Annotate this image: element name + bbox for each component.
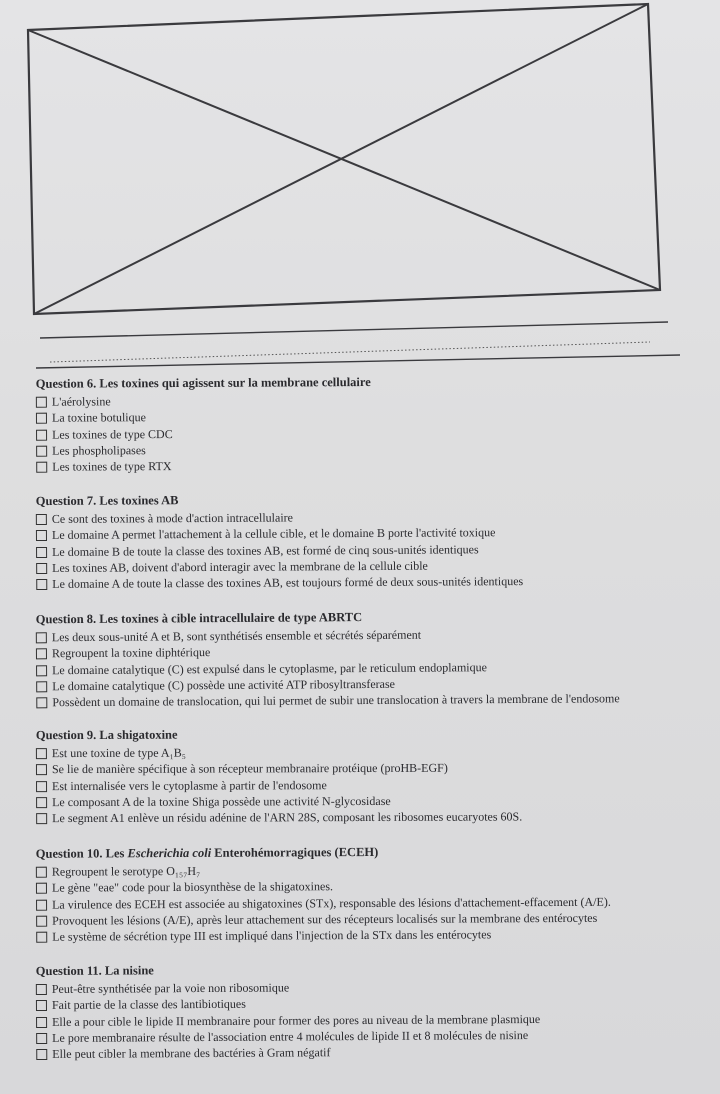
checkbox[interactable]	[36, 749, 47, 760]
checkbox[interactable]	[36, 1050, 47, 1061]
question-9	[34, 725, 704, 827]
q9-option-1[interactable]: Est une toxine de type A₁B₅	[34, 743, 704, 762]
checkbox[interactable]	[36, 547, 47, 558]
q6-option-3[interactable]: Les toxines de type CDC	[34, 423, 704, 443]
q7-option-5[interactable]: Le domaine A de toute la classe des toxines AB, est toujours formé de deux sous-unités identiques	[34, 573, 704, 593]
checkbox[interactable]	[36, 681, 47, 692]
checkbox[interactable]	[36, 883, 47, 894]
checkbox[interactable]	[36, 797, 47, 808]
checkbox[interactable]	[36, 462, 47, 473]
checkbox[interactable]	[36, 1033, 47, 1044]
q11-option-3[interactable]: Elle a pour cible le lipide II membranaire pour former des pores au niveau de la membrane plasmique	[34, 1010, 704, 1030]
checkbox[interactable]	[36, 429, 47, 440]
q8-option-1[interactable]: Les deux sous-unité A et B, sont synthétisés ensemble et sécrétés séparément	[34, 625, 704, 646]
q11-option-4[interactable]: Le pore membranaire résulte de l'association entre 4 molécules de lipide II et 8 molécules de nisine	[34, 1026, 704, 1046]
q7-option-2[interactable]: Le domaine A permet l'attachement à la cellule cible, et le domaine B porte l'activité toxique	[34, 524, 704, 544]
question-7	[34, 489, 705, 593]
checkbox[interactable]	[36, 531, 47, 542]
answer-rule-2	[36, 355, 680, 368]
question-7-title: Question 7. Les toxines AB	[35, 493, 179, 509]
answer-rule-1	[40, 322, 668, 338]
q8-option-4[interactable]: Le domaine catalytique (C) possède une activité ATP ribosyltransferase	[34, 674, 704, 695]
checkbox[interactable]	[36, 397, 47, 408]
q9-option-2[interactable]: Se lie de manière spécifique à son récepteur membranaire protéique (proHB-EGF)	[34, 760, 704, 779]
q8-option-5[interactable]: Possèdent un domaine de translocation, qui lui permet de subir une translocation à travers la membrane de l'endosome	[34, 690, 704, 711]
checkbox[interactable]	[36, 514, 47, 525]
crossed-out-box	[0, 0, 720, 380]
q10-option-2[interactable]: Le gène "eae" code pour la biosynthèse de la shigatoxines.	[34, 876, 704, 896]
q7-option-1[interactable]: Ce sont des toxines à mode d'action intracellulaire	[34, 507, 704, 527]
checkbox[interactable]	[36, 932, 47, 943]
checkbox[interactable]	[36, 446, 47, 457]
checkbox[interactable]	[36, 563, 47, 574]
checkbox[interactable]	[36, 580, 47, 591]
question-9-title: Question 9. La shigatoxine	[35, 728, 178, 743]
question-10	[34, 842, 705, 945]
q10-option-4[interactable]: Provoquent les lésions (A/E), après leur attachement sur des récepteurs localisés sur la membrane des entérocytes	[34, 909, 704, 929]
q7-option-4[interactable]: Les toxines AB, doivent d'abord interagir avec la membrane de la cellule cible	[34, 556, 704, 576]
q8-option-3[interactable]: Le domaine catalytique (C) est expulsé dans le cytoplasme, par le reticulum endoplamique	[34, 657, 704, 678]
checkbox[interactable]	[36, 765, 47, 776]
checkbox[interactable]	[36, 814, 47, 825]
checkbox[interactable]	[36, 1001, 47, 1012]
checkbox[interactable]	[36, 697, 47, 708]
q10-option-3[interactable]: La virulence des ECEH est associée au shigatoxines (STx), responsable des lésions d'attachement-effacement (A/E).	[34, 893, 704, 913]
checkbox[interactable]	[36, 632, 47, 643]
question-6	[34, 372, 705, 475]
q6-option-4[interactable]: Les phospholipases	[34, 439, 704, 459]
checkbox[interactable]	[36, 781, 47, 792]
q6-option-5[interactable]: Les toxines de type RTX	[34, 455, 704, 475]
checkbox[interactable]	[36, 413, 47, 424]
q9-option-5[interactable]: Le segment A1 enlève un résidu adénine de l'ARN 28S, composant les ribosomes eucaryotes 60S.	[34, 808, 704, 827]
question-6-title: Question 6. Les toxines qui agissent sur la membrane cellulaire	[35, 374, 371, 391]
box-diagonal-2	[34, 4, 648, 314]
checkbox[interactable]	[36, 867, 47, 878]
question-10-title: Question 10. Les Escherichia coli Enterohémorragiques (ECEH)	[35, 844, 379, 861]
q9-option-4[interactable]: Le composant A de la toxine Shiga possède une activité N-glycosidase	[34, 792, 704, 811]
answer-dotted-line	[50, 342, 650, 362]
box-diagonal-1	[28, 30, 660, 290]
question-8	[34, 607, 705, 711]
checkbox[interactable]	[36, 984, 47, 995]
checkbox[interactable]	[36, 665, 47, 676]
q11-option-2[interactable]: Fait partie de la classe des lantibiotiques	[34, 994, 704, 1014]
q11-option-1[interactable]: Peut-être synthétisée par la voie non ribosomique	[34, 977, 704, 997]
checkbox[interactable]	[36, 916, 47, 927]
question-8-title: Question 8. Les toxines à cible intracellulaire de type ABRTC	[35, 610, 363, 627]
q9-option-3[interactable]: Est internalisée vers le cytoplasme à partir de l'endosome	[34, 776, 704, 795]
q7-option-3[interactable]: Le domaine B de toute la classe des toxines AB, est formé de cinq sous-unités identiques	[34, 540, 704, 560]
q10-option-5[interactable]: Le système de sécrétion type III est impliqué dans l'injection de la STx dans les entérocytes	[34, 925, 704, 945]
q11-option-5[interactable]: Elle peut cibler la membrane des bactéries à Gram négatif	[34, 1043, 704, 1063]
question-11	[34, 959, 705, 1063]
question-11-title: Question 11. La nisine	[35, 963, 154, 979]
q8-option-2[interactable]: Regroupent la toxine diphtérique	[34, 641, 704, 662]
q10-option-1[interactable]: Regroupent le serotype O₁₅₇H₇	[34, 860, 704, 880]
q6-option-1[interactable]: L'aérolysine	[34, 390, 704, 410]
q6-option-2[interactable]: La toxine botulique	[34, 407, 704, 427]
checkbox[interactable]	[36, 1017, 47, 1028]
checkbox[interactable]	[36, 649, 47, 660]
questions-area	[34, 374, 704, 1079]
checkbox[interactable]	[36, 899, 47, 910]
